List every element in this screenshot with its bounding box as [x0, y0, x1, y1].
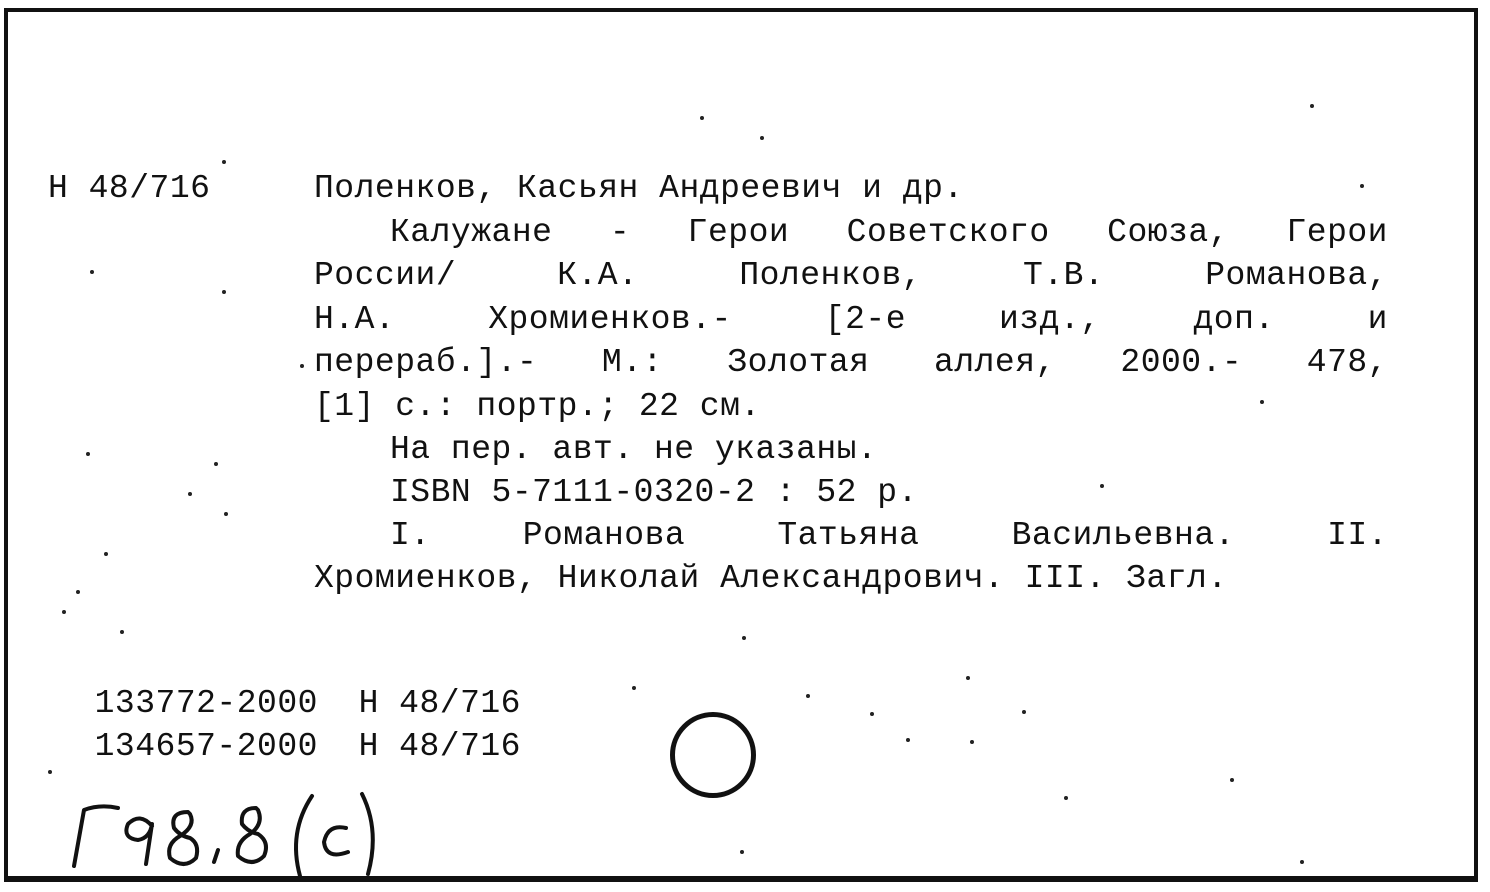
holding-row	[54, 684, 521, 768]
title-line-5: [1] с.: портр.; 22 см.	[314, 388, 761, 425]
scan-speck	[1310, 104, 1314, 108]
scan-speck	[970, 740, 974, 744]
title-line-1: Калужане - Герои Советского Союза, Герои	[390, 214, 1388, 251]
scan-speck	[870, 712, 874, 716]
holding-accession: 134657-2000	[94, 728, 318, 765]
scan-speck	[48, 770, 52, 774]
punch-hole-circle	[670, 712, 756, 798]
handwritten-classification-mark	[60, 780, 400, 880]
tracings-line-1: I. Романова Татьяна Васильевна. II.	[390, 517, 1388, 554]
scan-speck	[1300, 860, 1304, 864]
scan-speck	[76, 590, 80, 594]
isbn-line: ISBN 5-7111-0320-2 : 52 р.	[390, 474, 918, 511]
title-line-3: Н.А. Хромиенков.- [2-е изд., доп. и	[314, 301, 1388, 338]
scan-speck	[188, 492, 192, 496]
scan-speck	[760, 136, 764, 140]
scan-speck	[224, 512, 228, 516]
title-line-2: России/ К.А. Поленков, Т.В. Романова,	[314, 257, 1388, 294]
title-line-4: перераб.].- М.: Золотая аллея, 2000.- 478,	[314, 344, 1388, 381]
scan-speck	[86, 452, 90, 456]
holding-accession: 133772-2000	[94, 685, 318, 722]
scan-speck	[1100, 484, 1104, 488]
holding-call-number: Н 48/716	[358, 728, 521, 765]
scan-speck	[966, 676, 970, 680]
holding-call-number: Н 48/716	[358, 685, 521, 722]
note-line: На пер. авт. не указаны.	[390, 431, 878, 468]
scan-speck	[222, 160, 226, 164]
scan-speck	[214, 462, 218, 466]
scan-speck	[300, 364, 304, 368]
scan-speck	[222, 290, 226, 294]
scan-speck	[1260, 400, 1264, 404]
author-heading: Поленков, Касьян Андреевич и др.	[314, 170, 964, 207]
scan-speck	[120, 630, 124, 634]
scan-speck	[906, 738, 910, 742]
scan-speck	[90, 270, 94, 274]
scan-speck	[632, 686, 636, 690]
tracings-line-2: Хромиенков, Николай Александрович. III. Загл.	[314, 560, 1228, 597]
scan-speck	[740, 850, 744, 854]
scan-speck	[1064, 796, 1068, 800]
scan-speck	[742, 636, 746, 640]
scan-speck	[806, 694, 810, 698]
scan-speck	[700, 116, 704, 120]
scan-speck	[62, 610, 66, 614]
call-number: Н 48/716	[48, 170, 211, 207]
scan-speck	[1360, 184, 1364, 188]
scan-speck	[104, 552, 108, 556]
scan-speck	[1022, 710, 1026, 714]
scan-speck	[1230, 778, 1234, 782]
